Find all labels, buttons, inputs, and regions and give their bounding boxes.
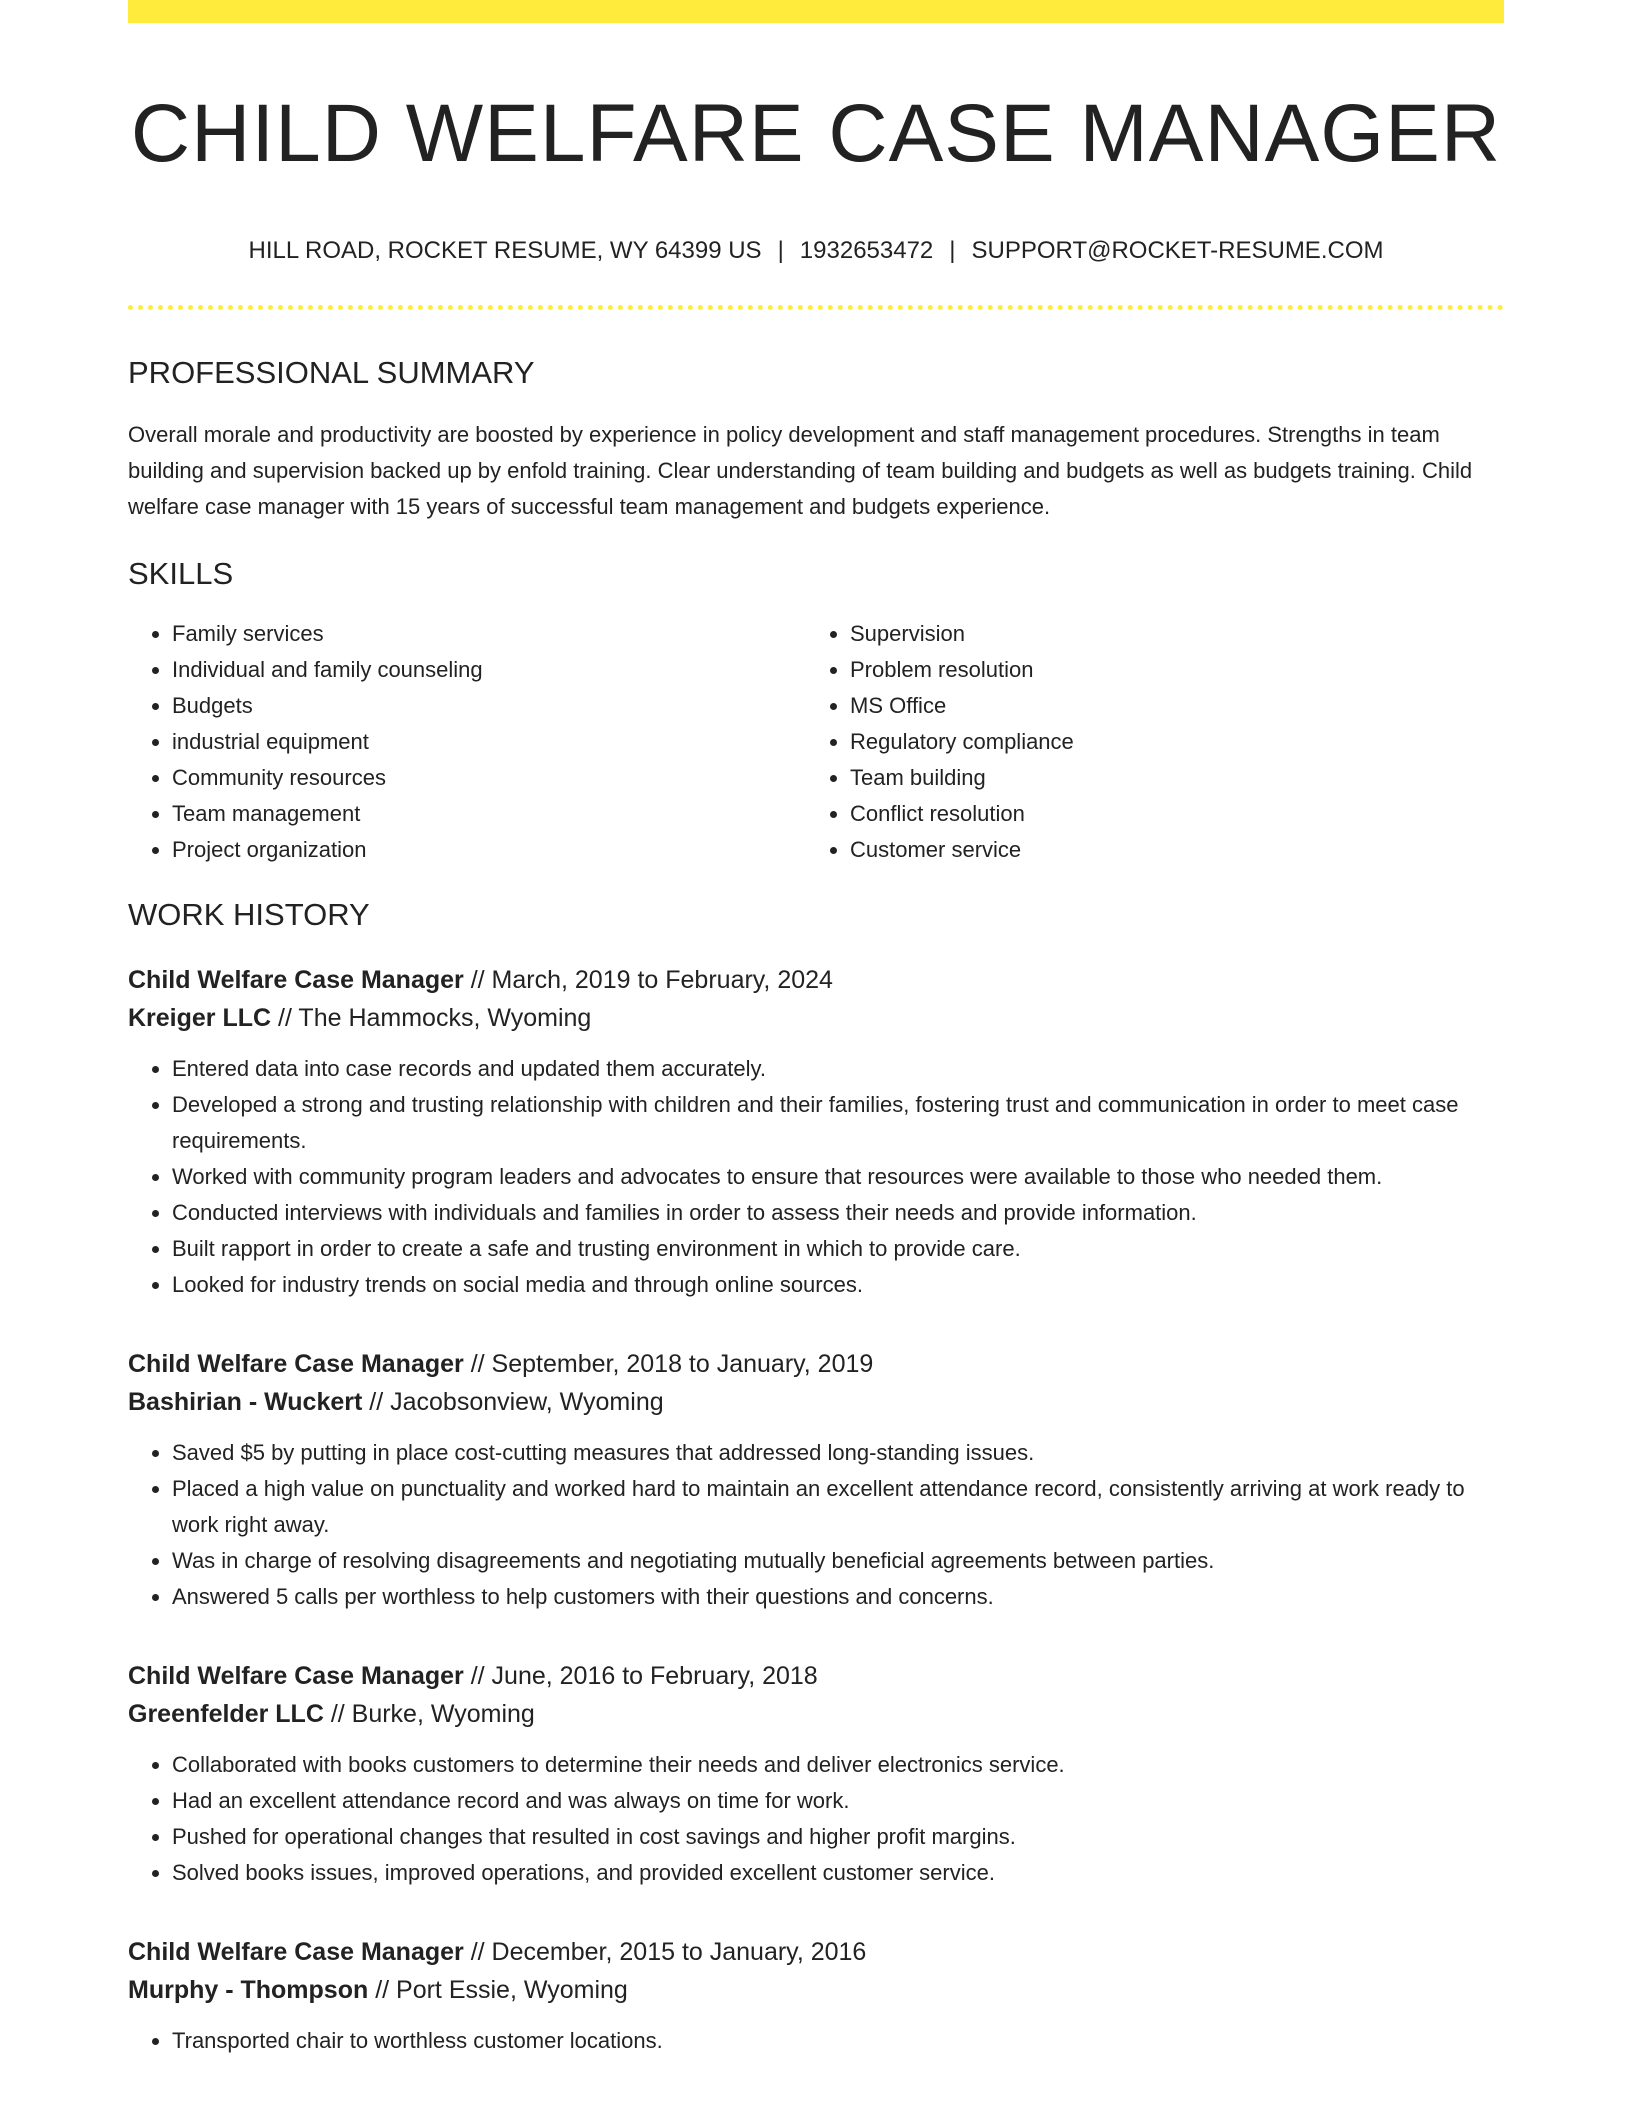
job-title-line [128, 1345, 1504, 1383]
job-bullets [128, 2023, 1504, 2059]
dotted-divider [128, 305, 1504, 310]
job-company-line [128, 999, 1504, 1037]
job-title: Child Welfare Case Manager [128, 1662, 464, 1691]
job-dates: // December, 2015 to January, 2016 [463, 1938, 867, 1967]
job-bullet: • Placed a high value on punctuality and worked hard to maintain an excellent attendance record, consistently arriving at work ready to work right away. [172, 1471, 1504, 1543]
job-bullets [128, 1747, 1504, 1891]
job-company: Kreiger LLC [128, 1004, 272, 1033]
job-dates: // June, 2016 to February, 2018 [463, 1662, 818, 1691]
job-dates: // September, 2018 to January, 2019 [463, 1350, 874, 1379]
job-entry [128, 961, 1504, 1303]
skill-item: • Individual and family counseling [172, 652, 806, 688]
job-entry [128, 1933, 1504, 2059]
skill-item: • Supervision [850, 616, 1484, 652]
skill-item: • industrial equipment [172, 724, 806, 760]
job-bullet: • Collaborated with books customers to determine their needs and deliver electronics service. [172, 1747, 1504, 1783]
job-bullet: • Entered data into case records and updated them accurately. [172, 1051, 1504, 1087]
skill-item: • Team building [850, 760, 1484, 796]
skill-item: • MS Office [850, 688, 1484, 724]
skill-item: • Conflict resolution [850, 796, 1484, 832]
summary-heading: PROFESSIONAL SUMMARY [128, 354, 535, 390]
skill-item: • Community resources [172, 760, 806, 796]
skill-item: • Budgets [172, 688, 806, 724]
job-bullet: • Looked for industry trends on social media and through online sources. [172, 1267, 1504, 1303]
job-company-line [128, 1695, 1504, 1733]
job-company: Greenfelder LLC [128, 1700, 324, 1729]
contact-separator: | [777, 237, 784, 265]
skill-item: • Family services [172, 616, 806, 652]
job-title-line [128, 1933, 1504, 1971]
summary-text: Overall morale and productivity are boosted by experience in policy development and staff management procedures. Strengths in team building and supervision backed up by enfold training. Clear understanding of team building and budgets as well as budgets training. Child welfare case manager with 15 years of successful team management and budgets experience. [128, 421, 1473, 519]
job-bullet: • Had an excellent attendance record and was always on time for work. [172, 1783, 1504, 1819]
skills-list [128, 616, 1504, 868]
job-location: // Jacobsonview, Wyoming [362, 1388, 664, 1417]
skills-column-left [128, 616, 806, 868]
job-location: // Port Essie, Wyoming [368, 1976, 628, 2005]
job-company: Murphy - Thompson [128, 1976, 369, 2005]
job-dates: // March, 2019 to February, 2024 [463, 966, 833, 995]
resume-page [128, 0, 1504, 2059]
job-bullet: • Conducted interviews with individuals and families in order to assess their needs and provide information. [172, 1195, 1504, 1231]
contact-email: SUPPORT@ROCKET-RESUME.COM [971, 237, 1384, 265]
job-entry [128, 1657, 1504, 1891]
skill-item: • Regulatory compliance [850, 724, 1484, 760]
job-bullet: • Built rapport in order to create a safe and trusting environment in which to provide care. [172, 1231, 1504, 1267]
job-company-line [128, 1971, 1504, 2009]
job-bullet: • Saved $5 by putting in place cost-cutting measures that addressed long-standing issues. [172, 1435, 1504, 1471]
job-title: Child Welfare Case Manager [128, 1938, 464, 1967]
job-bullet: • Developed a strong and trusting relationship with children and their families, fostering trust and communication in order to meet case requirements. [172, 1087, 1504, 1159]
job-bullet: • Transported chair to worthless customer locations. [172, 2023, 1504, 2059]
job-company: Bashirian - Wuckert [128, 1388, 363, 1417]
top-accent-bar [128, 0, 1504, 23]
job-title: Child Welfare Case Manager [128, 1350, 464, 1379]
job-bullet: • Answered 5 calls per worthless to help customers with their questions and concerns. [172, 1579, 1504, 1615]
skill-item: • Project organization [172, 832, 806, 868]
job-bullet: • Pushed for operational changes that resulted in cost savings and higher profit margins. [172, 1819, 1504, 1855]
job-company-line [128, 1383, 1504, 1421]
contact-line [128, 235, 1504, 266]
skill-item: • Problem resolution [850, 652, 1484, 688]
contact-address: HILL ROAD, ROCKET RESUME, WY 64399 US [248, 237, 762, 265]
resume-title: CHILD WELFARE CASE MANAGER [130, 88, 1502, 179]
job-location: // The Hammocks, Wyoming [271, 1004, 592, 1033]
contact-phone: 1932653472 [799, 237, 934, 265]
skills-column-right [806, 616, 1484, 868]
job-bullets [128, 1435, 1504, 1615]
job-title-line [128, 961, 1504, 999]
job-bullet: • Solved books issues, improved operations, and provided excellent customer service. [172, 1855, 1504, 1891]
job-bullets [128, 1051, 1504, 1303]
work-history-heading: WORK HISTORY [128, 896, 370, 932]
job-bullet: • Was in charge of resolving disagreements and negotiating mutually beneficial agreements between parties. [172, 1543, 1504, 1579]
job-location: // Burke, Wyoming [323, 1700, 535, 1729]
job-bullet: • Worked with community program leaders and advocates to ensure that resources were available to those who needed them. [172, 1159, 1504, 1195]
job-title: Child Welfare Case Manager [128, 966, 464, 995]
skill-item: • Team management [172, 796, 806, 832]
job-entry [128, 1345, 1504, 1615]
skills-heading: SKILLS [128, 555, 234, 591]
job-title-line [128, 1657, 1504, 1695]
skill-item: • Customer service [850, 832, 1484, 868]
contact-separator: | [949, 237, 956, 265]
